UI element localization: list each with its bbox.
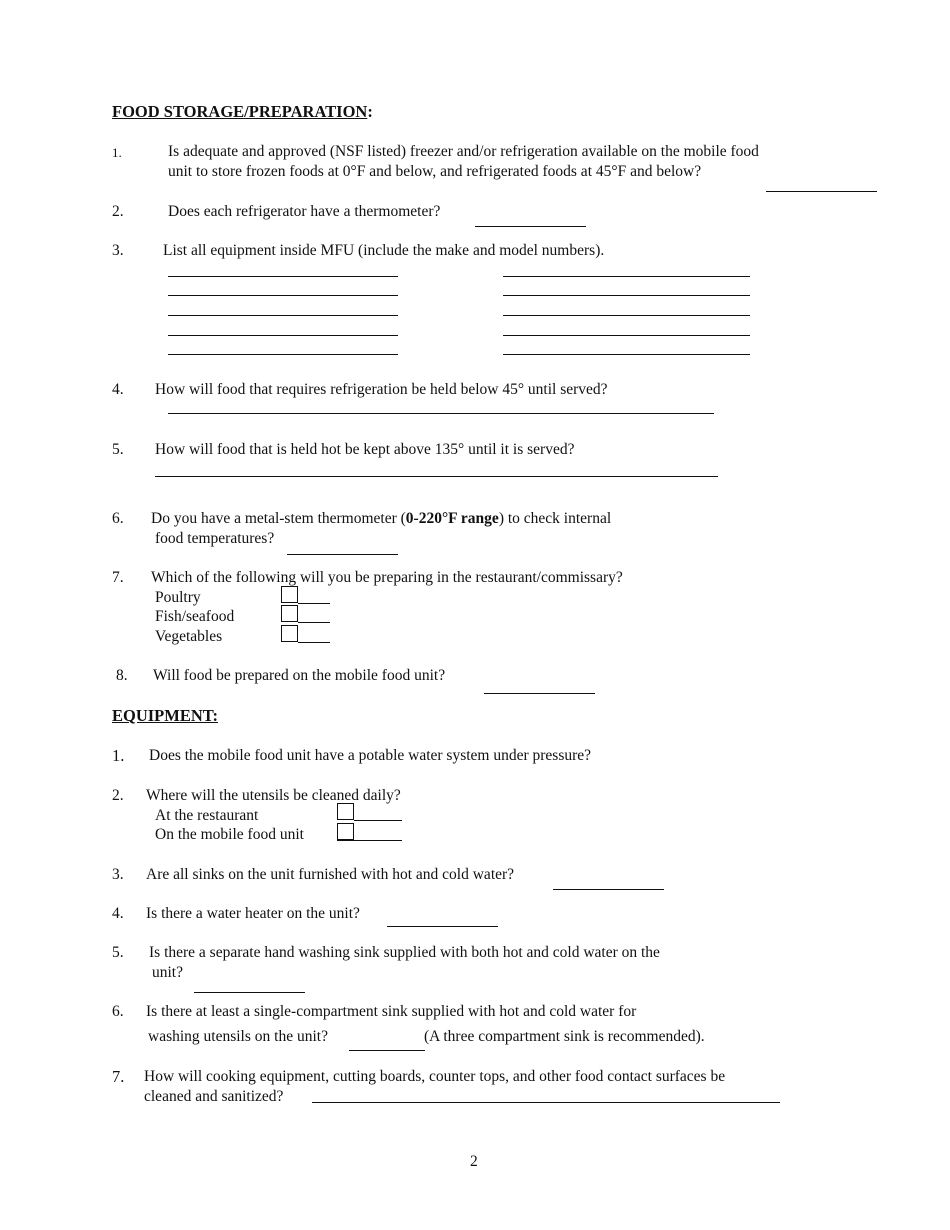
answer-line[interactable] <box>155 476 718 477</box>
question-number: 6. <box>112 1003 124 1020</box>
answer-line[interactable] <box>349 1050 425 1051</box>
question-text: Is adequate and approved (NSF listed) freezer and/or refrigeration available on the mobile food <box>168 143 759 160</box>
question-number: 2. <box>112 787 124 804</box>
question-number: 4. <box>112 381 124 398</box>
answer-line[interactable] <box>168 413 714 414</box>
question-number: 5. <box>112 944 124 961</box>
answer-line[interactable] <box>766 191 877 192</box>
answer-line[interactable] <box>312 1102 780 1103</box>
question-text: Is there a water heater on the unit? <box>146 905 360 922</box>
thermometer-range: 0-220°F range <box>405 510 499 527</box>
question-number: 1. <box>112 746 125 765</box>
page-number: 2 <box>470 1153 478 1170</box>
equipment-line[interactable] <box>168 315 398 316</box>
question-number: 2. <box>112 203 124 220</box>
question-text: washing utensils on the unit? <box>148 1028 328 1045</box>
question-number: 3. <box>112 242 124 259</box>
answer-line[interactable] <box>484 693 595 694</box>
question-text: Does the mobile food unit have a potable water system under pressure? <box>149 747 592 764</box>
answer-line <box>337 840 402 841</box>
at-restaurant-checkbox[interactable] <box>337 803 354 820</box>
question-number: 4. <box>112 905 124 922</box>
question-number: 8. <box>116 667 128 684</box>
section-heading-equipment: EQUIPMENT: <box>112 706 219 725</box>
fish-seafood-checkbox[interactable] <box>281 605 298 622</box>
option-label: Poultry <box>155 589 201 606</box>
question-text: food temperatures? <box>155 530 275 547</box>
question-number: 1. <box>112 145 122 160</box>
equipment-line[interactable] <box>503 276 750 277</box>
equipment-line[interactable] <box>168 276 398 277</box>
equipment-line[interactable] <box>168 354 398 355</box>
question-text: How will food that is held hot be kept above 135° until it is served? <box>155 441 575 458</box>
answer-line <box>354 820 402 821</box>
question-number: 5. <box>112 441 124 458</box>
equipment-line[interactable] <box>168 335 398 336</box>
question-text: Are all sinks on the unit furnished with hot and cold water? <box>146 866 515 883</box>
question-number: 7. <box>112 1067 125 1086</box>
vegetables-checkbox[interactable] <box>281 625 298 642</box>
answer-line[interactable] <box>553 889 664 890</box>
question-text: cleaned and sanitized? <box>144 1088 284 1105</box>
question-number: 3. <box>112 866 124 883</box>
option-label: Fish/seafood <box>155 608 235 625</box>
question-text: How will food that requires refrigeration be held below 45° until served? <box>155 381 608 398</box>
question-text: Does each refrigerator have a thermometer? <box>168 203 441 220</box>
on-mobile-unit-checkbox[interactable] <box>337 823 354 840</box>
answer-line[interactable] <box>387 926 498 927</box>
equipment-line[interactable] <box>503 295 750 296</box>
answer-line <box>298 603 330 604</box>
answer-line <box>298 642 330 643</box>
question-number: 6. <box>112 510 124 527</box>
question-note: (A three compartment sink is recommended). <box>424 1028 705 1045</box>
question-text: List all equipment inside MFU (include the make and model numbers). <box>163 242 605 259</box>
answer-line[interactable] <box>194 992 305 993</box>
equipment-line[interactable] <box>503 354 750 355</box>
answer-line[interactable] <box>287 554 398 555</box>
option-label: Vegetables <box>155 628 223 645</box>
option-label: On the mobile food unit <box>155 826 304 843</box>
question-text: Is there a separate hand washing sink supplied with both hot and cold water on the <box>149 944 660 961</box>
answer-line <box>298 622 330 623</box>
equipment-line[interactable] <box>503 315 750 316</box>
question-text: unit to store frozen foods at 0°F and below, and refrigerated foods at 45°F and below? <box>168 163 702 180</box>
question-text: Is there at least a single-compartment sink supplied with hot and cold water for <box>146 1003 637 1020</box>
equipment-line[interactable] <box>503 335 750 336</box>
section-heading-food-storage: FOOD STORAGE/PREPARATION: <box>112 102 373 121</box>
equipment-line[interactable] <box>168 295 398 296</box>
question-number: 7. <box>112 569 124 586</box>
question-text: Will food be prepared on the mobile food unit? <box>153 667 446 684</box>
answer-line[interactable] <box>475 226 586 227</box>
question-text: Where will the utensils be cleaned daily? <box>146 787 401 804</box>
question-text: unit? <box>152 964 183 981</box>
option-label: At the restaurant <box>155 807 259 824</box>
question-text: Which of the following will you be preparing in the restaurant/commissary? <box>151 569 623 586</box>
poultry-checkbox[interactable] <box>281 586 298 603</box>
question-text: How will cooking equipment, cutting boards, counter tops, and other food contact surfaces be <box>144 1068 726 1085</box>
question-text: Do you have a metal-stem thermometer (0-220°F range) to check internal <box>151 510 612 527</box>
